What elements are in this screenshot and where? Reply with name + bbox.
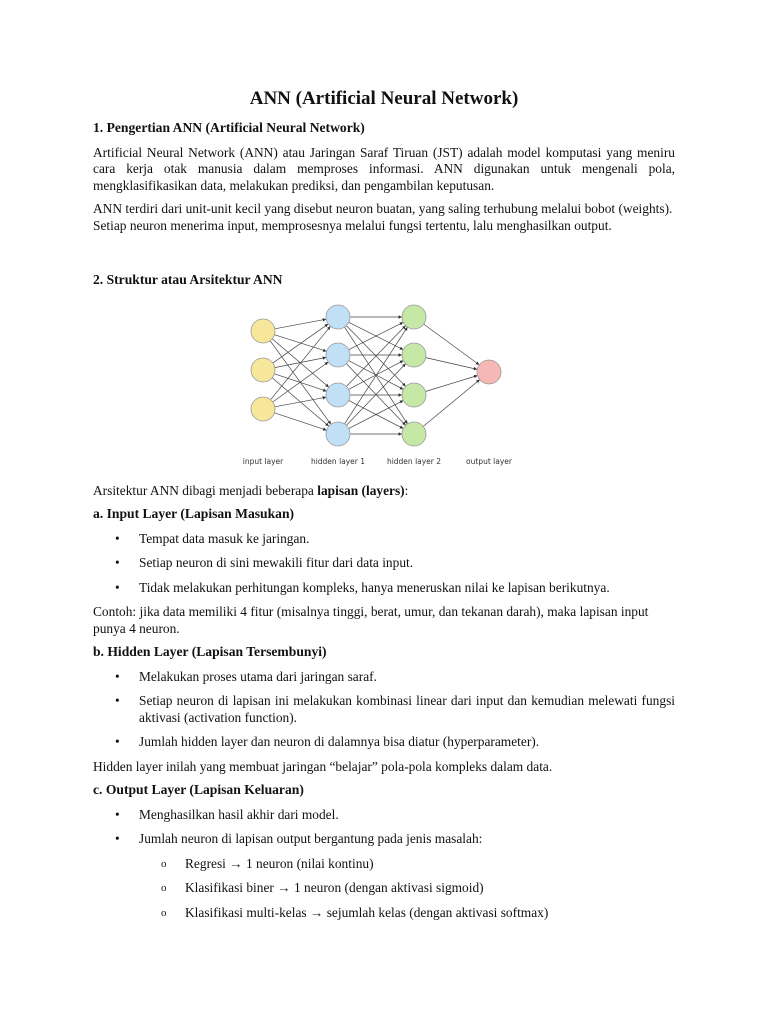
list-item: • Menghasilkan hasil akhir dari model. bbox=[93, 807, 675, 824]
section-1-heading: 1. Pengertian ANN (Artificial Neural Network) bbox=[93, 120, 365, 135]
connection-line bbox=[271, 326, 331, 399]
layer-labels bbox=[243, 457, 513, 466]
neuron-node bbox=[251, 397, 275, 421]
layer-label: output layer bbox=[466, 456, 512, 466]
sublist-item: o Klasifikasi multi-kelas → sejumlah kelas (dengan aktivasi softmax) bbox=[139, 905, 675, 922]
connection-line bbox=[274, 373, 326, 390]
list-item: • Jumlah hidden layer dan neuron di dalamnya bisa diatur (hyperparameter). bbox=[93, 734, 675, 751]
neural-network-figure bbox=[243, 297, 523, 475]
list-item: • Setiap neuron di lapisan ini melakukan kombinasi linear dari input dan kemudian melewati fungsi aktivasi (activation function). bbox=[93, 693, 675, 726]
list-item: • Tidak melakukan perhitungan kompleks, hanya meneruskan nilai ke lapisan berikutnya. bbox=[93, 580, 675, 597]
hidden-layer-heading: b. Hidden Layer (Lapisan Tersembunyi) bbox=[93, 644, 327, 659]
neuron-node bbox=[326, 343, 350, 367]
section-1-paragraph-2b: Setiap neuron menerima input, memprosesnya melalui fungsi tertentu, lalu menghasilkan output. bbox=[93, 217, 612, 233]
connection-line bbox=[423, 379, 480, 426]
sublist-item: o Klasifikasi biner → 1 neuron (dengan aktivasi sigmoid) bbox=[139, 880, 675, 897]
neuron-node bbox=[402, 422, 426, 446]
section-1-paragraph-2a: ANN terdiri dari unit-unit kecil yang disebut neuron buatan, yang saling terhubung melalui bobot (weights). bbox=[93, 201, 673, 216]
document-title: ANN (Artificial Neural Network) bbox=[249, 88, 519, 109]
section-2-heading: 2. Struktur atau Arsitektur ANN bbox=[93, 272, 283, 287]
list-item: • Setiap neuron di sini mewakili fitur dari data input. bbox=[93, 555, 675, 572]
neuron-node bbox=[251, 358, 275, 382]
connection-line bbox=[275, 319, 326, 329]
document-body bbox=[93, 120, 675, 929]
neuron-node bbox=[251, 319, 275, 343]
output-type-sublist bbox=[139, 856, 675, 922]
connection-line bbox=[274, 412, 326, 429]
connection-line bbox=[275, 397, 326, 407]
layer-label: hidden layer 1 bbox=[310, 456, 366, 466]
neuron-node bbox=[326, 383, 350, 407]
connection-line bbox=[273, 323, 328, 362]
output-layer-heading: c. Output Layer (Lapisan Keluaran) bbox=[93, 782, 304, 797]
hidden-layer-note: Hidden layer inilah yang membuat jaringan “belajar” pola-pola kompleks dalam data. bbox=[93, 758, 553, 774]
connection-line bbox=[426, 357, 478, 369]
layer-label: input layer bbox=[243, 456, 284, 466]
connection-line bbox=[273, 362, 329, 402]
input-layer-list bbox=[93, 531, 675, 597]
list-item: • Tempat data masuk ke jaringan. bbox=[93, 531, 675, 548]
neuron-node bbox=[402, 343, 426, 367]
architecture-intro: Arsitektur ANN dibagi menjadi beberapa lapisan (layers): bbox=[93, 482, 409, 498]
neuron-node bbox=[326, 422, 350, 446]
output-layer-list bbox=[93, 807, 675, 922]
input-layer-heading: a. Input Layer (Lapisan Masukan) bbox=[93, 506, 295, 521]
neuron-node bbox=[477, 360, 501, 384]
neural-network-diagram bbox=[93, 297, 675, 475]
list-item: • Melakukan proses utama dari jaringan saraf. bbox=[93, 669, 675, 686]
neuron-node bbox=[402, 383, 426, 407]
section-1-paragraph-1: Artificial Neural Network (ANN) atau Jaringan Saraf Tiruan (JST) adalah model komputasi yang meniru cara kerja otak manusia dalam memproses informasi. ANN digunakan untuk mengenali pola, mengklasifikasikan data, melakukan prediksi, dan pengambilan keputusan. bbox=[93, 144, 675, 193]
hidden-layer-list bbox=[93, 669, 675, 751]
connection-line bbox=[425, 375, 477, 391]
connections bbox=[270, 317, 480, 434]
layer-label: hidden layer 2 bbox=[386, 456, 442, 466]
connection-line bbox=[274, 334, 326, 351]
list-item: • Jumlah neuron di lapisan output bergantung pada jenis masalah: o Regresi → 1 neuron (nilai kontinu) o Klasifikasi biner → 1 neuron (dengan aktivasi sigmoid) o Klasifikasi multi-kelas → sejumlah kelas (dengan aktivasi softmax) bbox=[93, 831, 675, 921]
input-layer-example: Contoh: jika data memiliki 4 fitur (misalnya tinggi, berat, umur, dan tekanan darah), maka lapisan input punya 4 neuron. bbox=[93, 604, 649, 636]
sublist-item: o Regresi → 1 neuron (nilai kontinu) bbox=[139, 856, 675, 873]
neuron-node bbox=[402, 305, 426, 329]
neuron-node bbox=[326, 305, 350, 329]
